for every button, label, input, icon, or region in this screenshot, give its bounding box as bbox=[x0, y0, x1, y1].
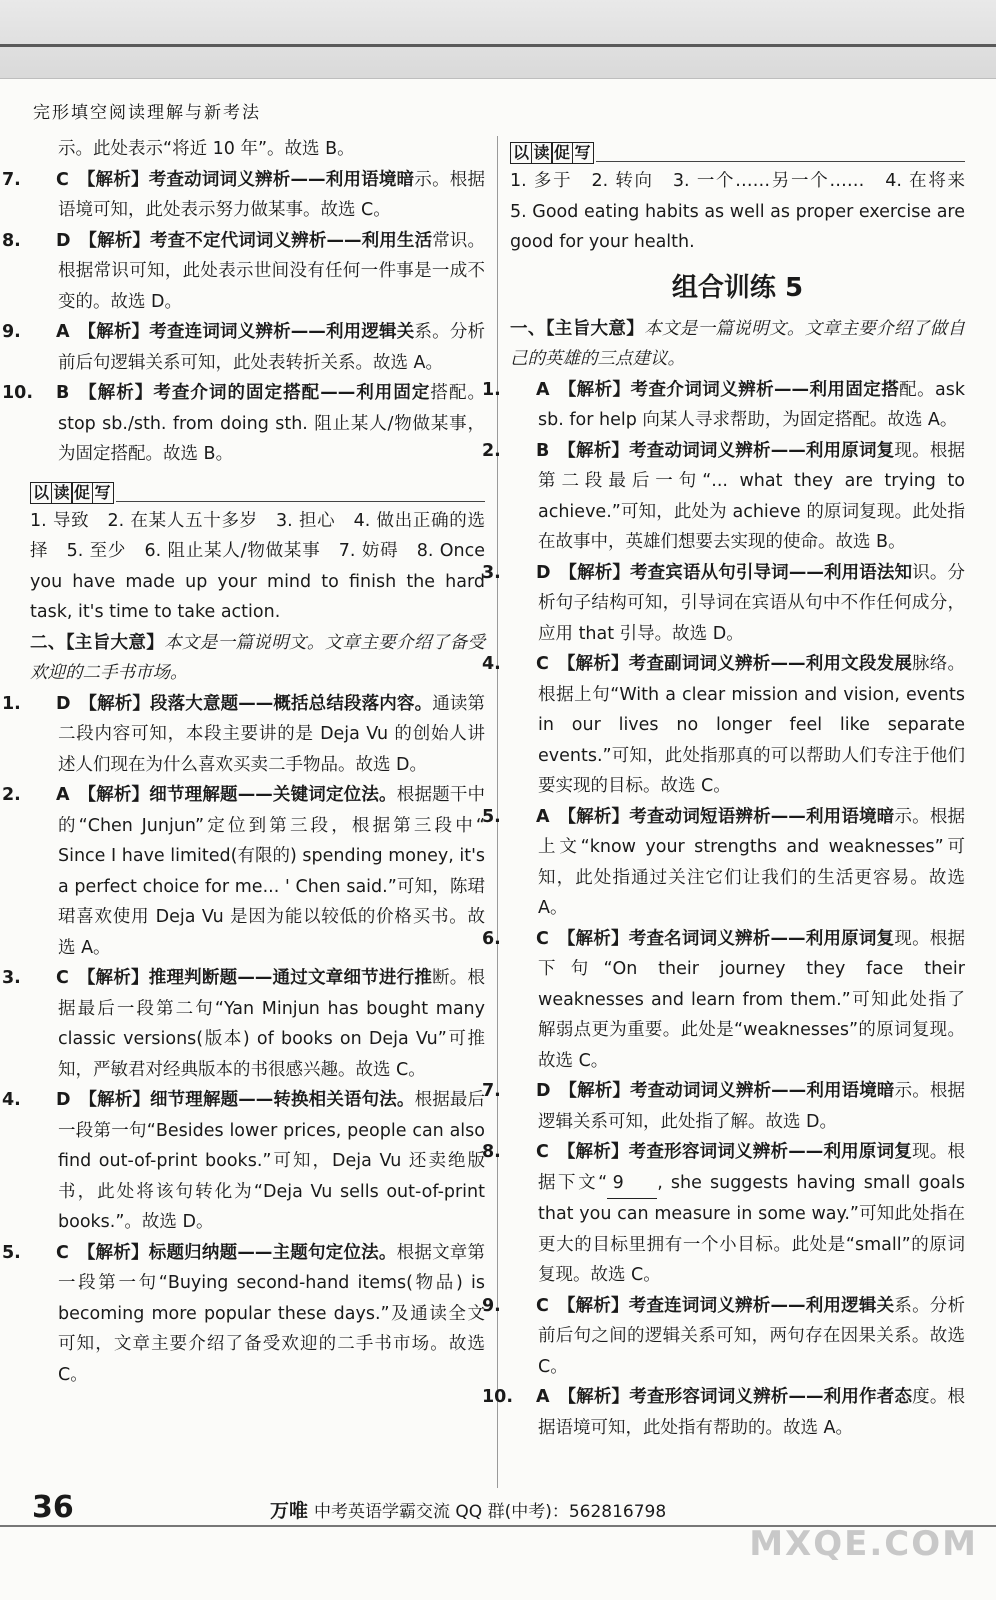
analysis-label: 【解析】 bbox=[557, 928, 629, 949]
answer-letter: C bbox=[56, 169, 69, 190]
analysis-heading: 推理判断题——通过文章细节进行推 bbox=[148, 968, 433, 988]
answer-item bbox=[482, 649, 966, 802]
analysis-text: 断。根据最后一段第二句“Yan Minjun has bought many classic versions(版本) of books on Deja Vu”可推知，严敏君对经典版本的书很感兴趣。故选 C。 bbox=[58, 968, 486, 1080]
analysis-label: 【解析】 bbox=[557, 1295, 629, 1316]
analysis-label: 【解析】 bbox=[558, 379, 631, 400]
analysis-label: 【解析】 bbox=[79, 693, 151, 714]
analysis-heading: 考查介词词义辨析——利用固定搭 bbox=[630, 379, 900, 400]
answer-item bbox=[2, 317, 486, 378]
analysis-label: 【解析】 bbox=[79, 1090, 151, 1110]
analysis-label: 【解析】 bbox=[557, 654, 629, 674]
footer-text: 万唯 中考英语学霸交流 QQ 群(中考)：562816798 bbox=[270, 1500, 667, 1522]
answer-letter: A bbox=[536, 379, 550, 400]
analysis-text: 根据最后一段第一句“Besides lower prices, people can also find out-of-print books.”可知，Deja Vu 还卖绝版书，此处将该句转化为“Deja Vu sells out-of-print books.”。故选 D。 bbox=[58, 1090, 486, 1232]
analysis-text: , she suggests having small goals that you can measure in some way.”可知此处指在更大的目标里拥有一个小目标。此处是“small”的原词复现。故选 C。 bbox=[538, 1172, 965, 1285]
answer-letter: A bbox=[536, 806, 550, 827]
answer-letter: D bbox=[536, 1081, 551, 1101]
item-number: 10. bbox=[2, 383, 34, 403]
analysis-text: 度。根据语境可知，此处指有帮助的。故选 A。 bbox=[538, 1387, 966, 1438]
item-number: 1. bbox=[482, 379, 501, 400]
answer-letter: D bbox=[56, 693, 71, 714]
analysis-heading: 考查不定代词词义辨析——利用生活 bbox=[150, 230, 433, 251]
item-number: 9. bbox=[482, 1295, 501, 1316]
analysis-text: 识。分析句子结构可知，引导词在宾语从句中不作任何成分，应用 that 引导。故选 D。 bbox=[538, 562, 966, 644]
answer-list-right bbox=[482, 375, 966, 1444]
analysis-label: 【解析】 bbox=[78, 785, 150, 805]
answer-letter: C bbox=[536, 1142, 549, 1162]
analysis-heading: 考查名词词义辨析——利用原词复 bbox=[628, 928, 895, 949]
answer-item bbox=[482, 375, 966, 436]
section-1-summary: 一、【主旨大意】本文是一篇说明文。文章主要介绍了做自己的英雄的三点建议。 bbox=[510, 318, 966, 369]
section-2-summary: 二、【主旨大意】本文是一篇说明文。文章主要介绍了备受欢迎的二手书市场。 bbox=[30, 632, 486, 683]
analysis-text: 配。ask sb. for help 向某人寻求帮助，为固定搭配。故选 A。 bbox=[538, 379, 966, 430]
analysis-heading: 考查形容词词义辨析——利用作者态 bbox=[629, 1387, 913, 1407]
item-number: 4. bbox=[482, 654, 501, 674]
answer-item bbox=[2, 378, 486, 470]
item-number: 5. bbox=[482, 806, 501, 827]
analysis-heading: 考查连词词义辨析——利用逻辑关 bbox=[628, 1295, 895, 1316]
answer-letter: D bbox=[56, 230, 71, 251]
analysis-text: 通读第二段内容可知，本段主要讲的是 Deja Vu 的创始人讲述人们现在为什么喜欢买卖二手物品。故选 D。 bbox=[58, 693, 486, 775]
analysis-text: 示。根据逻辑关系可知，此处指了解。故选 D。 bbox=[538, 1081, 966, 1132]
answer-letter: B bbox=[536, 440, 550, 461]
answer-list-a bbox=[2, 165, 486, 470]
analysis-label: 【解析】 bbox=[557, 1142, 629, 1162]
analysis-label: 【解析】 bbox=[559, 1081, 631, 1101]
analysis-text: 示。根据语境可知，此处表示努力做某事。故选 C。 bbox=[58, 169, 486, 220]
right-column bbox=[482, 134, 983, 1443]
analysis-text: 搭配。stop sb./sth. from doing sth. 阻止某人/物做某事，为固定搭配。故选 B。 bbox=[58, 383, 486, 464]
analysis-text: 现。根据下句“On their journey they face their weaknesses and learn from them.”可知此处指了解弱点更为重要。此处是“weaknesses”的原词复现。故选 C。 bbox=[538, 928, 966, 1071]
answer-item bbox=[482, 1382, 966, 1443]
analysis-text: 根据文章第一段第一句“Buying second-hand items(物品) is becoming more popular these days.”及通读全文可知，文章主要介绍了备受欢迎的二手书市场。故选 C。 bbox=[58, 1242, 486, 1385]
analysis-heading: 考查连词词义辨析——利用逻辑关 bbox=[149, 322, 415, 342]
answer-letter: C bbox=[536, 1295, 549, 1316]
analysis-text: 示。根据上文“know your strengths and weaknesses”可知，此处指通过关注它们让我们的生活更容易。故选 A。 bbox=[538, 806, 966, 918]
answer-item bbox=[2, 963, 486, 1085]
analysis-text: 系。分析前后句逻辑关系可知，此处表转折关系。故选 A。 bbox=[58, 322, 486, 373]
analysis-heading: 段落大意题——概括总结段落内容。 bbox=[150, 693, 433, 714]
analysis-heading: 考查副词词义辨析——利用文段发展 bbox=[628, 654, 913, 674]
analysis-label: 【解析】 bbox=[77, 1242, 149, 1263]
analysis-heading: 考查动词词义辨析——利用语境暗 bbox=[630, 1081, 895, 1101]
analysis-label: 【解析】 bbox=[77, 169, 149, 190]
analysis-heading: 考查动词词义辨析——利用原词复 bbox=[629, 440, 895, 461]
answer-item bbox=[2, 1238, 486, 1391]
blank-number: 9 bbox=[607, 1168, 657, 1200]
watermark: MXQE.COM bbox=[749, 1524, 978, 1564]
analysis-heading: 标题归纳题——主题句定位法。 bbox=[148, 1242, 397, 1263]
answer-letter: D bbox=[56, 1090, 71, 1110]
item-number: 9. bbox=[2, 322, 21, 342]
analysis-label: 【解析】 bbox=[559, 562, 631, 583]
analysis-label: 【解析】 bbox=[558, 1387, 630, 1407]
item-number: 2. bbox=[482, 440, 501, 461]
analysis-label: 【解析】 bbox=[78, 322, 150, 342]
left-column bbox=[2, 134, 486, 1390]
item-number: 6. bbox=[482, 928, 501, 949]
answer-letter: C bbox=[536, 928, 549, 949]
analysis-text: 脉络。根据上句“With a clear mission and vision, events in our lives no longer feel like separate events.”可知，此处指那真的可以帮助人们专注于他们要实现的目标。故选 C。 bbox=[538, 654, 966, 796]
tag-box: 以 读 促 写 bbox=[30, 482, 112, 504]
item-number: 2. bbox=[2, 785, 21, 805]
analysis-heading: 考查宾语从句引导词——利用语法知 bbox=[630, 562, 913, 583]
item-number: 5. bbox=[2, 1242, 21, 1263]
item-number: 10. bbox=[482, 1387, 514, 1407]
answer-letter: A bbox=[56, 322, 70, 342]
analysis-heading: 考查动词短语辨析——利用语境暗 bbox=[629, 806, 895, 827]
analysis-text: 常识。根据常识可知，此处表示世间没有任何一件事是一成不变的。故选 D。 bbox=[58, 230, 486, 312]
answer-item bbox=[482, 558, 966, 650]
analysis-heading: 考查动词词义辨析——利用语境暗 bbox=[148, 169, 415, 190]
item-number: 3. bbox=[2, 968, 21, 988]
analysis-text: 根据题干中的“Chen Junjun”定位到第三段，根据第三段中“ Since I have limited(有限的) spending money, it's a perfect choice for me... ' Chen said.”可知，陈珺珺喜欢使用 Deja Vu 是因为能以较低的价格买书。故选 A。 bbox=[58, 785, 486, 958]
read-write-tag-left bbox=[30, 474, 485, 504]
answer-item bbox=[2, 165, 486, 226]
item-number: 3. bbox=[482, 562, 501, 583]
answer-item bbox=[482, 1137, 966, 1291]
analysis-label: 【解析】 bbox=[77, 968, 149, 988]
answer-letter: C bbox=[56, 968, 69, 988]
answer-item bbox=[482, 924, 966, 1077]
analysis-heading: 考查介词的固定搭配——利用固定 bbox=[153, 383, 431, 403]
analysis-label: 【解析】 bbox=[558, 440, 630, 461]
analysis-label: 【解析】 bbox=[558, 806, 630, 827]
page-number: 36 bbox=[32, 1490, 74, 1525]
answer-letter: A bbox=[56, 785, 70, 805]
analysis-heading: 细节理解题——关键词定位法。 bbox=[149, 785, 397, 805]
read-write-tag-right bbox=[510, 134, 965, 164]
top-rule bbox=[0, 44, 996, 47]
analysis-heading: 细节理解题——转换相关语句法。 bbox=[150, 1090, 415, 1110]
answer-item bbox=[2, 780, 486, 963]
write-answers-right: 1. 多于 2. 转向 3. 一个……另一个…… 4. 在将来 5. Good eating habits as well as proper exercise are good for your health. bbox=[510, 171, 983, 252]
item-number: 8. bbox=[2, 230, 21, 251]
item-number: 7. bbox=[482, 1081, 501, 1101]
answer-item bbox=[482, 802, 966, 924]
item-number: 7. bbox=[2, 169, 21, 190]
answer-item bbox=[482, 1291, 966, 1383]
answer-list-b bbox=[2, 689, 486, 1391]
brand-logo: 万唯 bbox=[270, 1500, 309, 1522]
analysis-text: 现。根据下文“ bbox=[538, 1142, 966, 1193]
item-number: 1. bbox=[2, 693, 21, 714]
analysis-label: 【解析】 bbox=[78, 383, 154, 403]
answer-letter: D bbox=[536, 562, 551, 583]
analysis-text: 现。根据第二段最后一句“... what they are trying to achieve.”可知，此处为 achieve 的原词复现。此处指在故事中，英雄们想要去实现的使命。故选 B。 bbox=[538, 440, 966, 552]
answer-letter: A bbox=[536, 1387, 550, 1407]
answer-item bbox=[2, 1085, 486, 1238]
running-header: 完形填空阅读理解与新考法 bbox=[33, 103, 261, 123]
analysis-heading: 考查形容词词义辨析——利用原词复 bbox=[628, 1142, 913, 1162]
item-number: 4. bbox=[2, 1090, 21, 1110]
section-heading: 组合训练 5 bbox=[671, 272, 804, 303]
analysis-label: 【解析】 bbox=[79, 230, 151, 251]
answer-letter: B bbox=[56, 383, 70, 403]
tag-box: 以 读 促 写 bbox=[510, 142, 592, 164]
answer-item bbox=[2, 689, 486, 781]
answer-item bbox=[482, 436, 966, 558]
answer-item bbox=[482, 1076, 966, 1137]
write-answers-left: 1. 导致 2. 在某人五十多岁 3. 担心 4. 做出正确的选择 5. 至少 6. 阻止某人/物做某事 7. 妨碍 8. Once you have made up your mind to finish the hard task, it's time to take action. bbox=[30, 510, 485, 622]
analysis-text: 系。分析前后句之间的逻辑关系可知，两句存在因果关系。故选 C。 bbox=[538, 1295, 966, 1377]
item-number: 8. bbox=[482, 1142, 501, 1162]
answer-letter: C bbox=[56, 1242, 69, 1263]
answer-item bbox=[2, 226, 486, 318]
answer-letter: C bbox=[536, 654, 549, 674]
intro-line: 示。此处表示“将近 10 年”。故选 B。 bbox=[58, 139, 355, 159]
top-band bbox=[0, 0, 996, 79]
